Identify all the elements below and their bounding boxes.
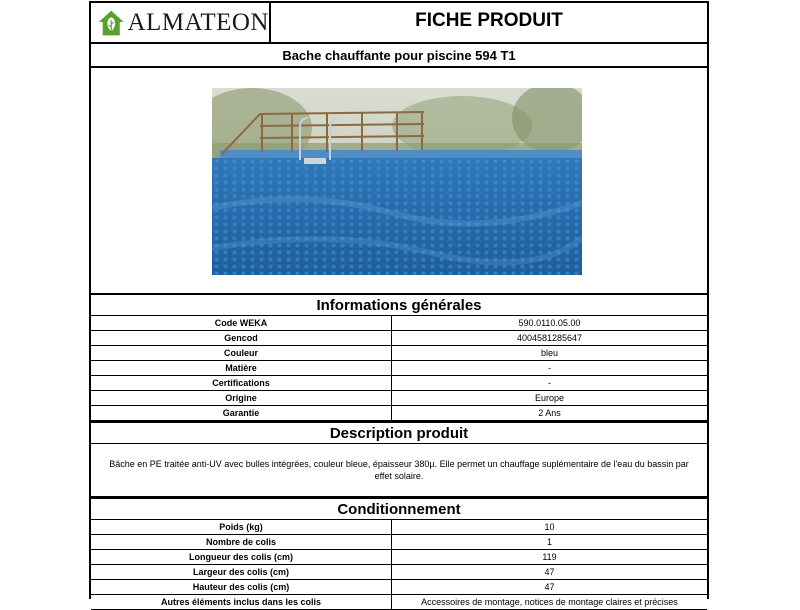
- row-value: 1: [392, 535, 708, 550]
- row-value: Accessoires de montage, notices de montage claires et précises: [392, 595, 708, 610]
- row-value: bleu: [392, 346, 708, 361]
- row-label: Largeur des colis (cm): [91, 565, 392, 580]
- table-row: [91, 535, 707, 550]
- table-row: [91, 550, 707, 565]
- row-label: Couleur: [91, 346, 392, 361]
- row-value: -: [392, 376, 708, 391]
- table-row: [91, 391, 707, 406]
- table-row: [91, 346, 707, 361]
- general-info-heading: Informations générales: [91, 293, 707, 316]
- row-label: Longueur des colis (cm): [91, 550, 392, 565]
- table-row: [91, 316, 707, 331]
- table-row: [91, 376, 707, 391]
- description-text: Bâche en PE traitée anti-UV avec bulles intégrées, couleur bleue, épaisseur 380µ. Elle permet un chauffage suplémentaire de l'eau du bassin par effet solaire.: [91, 444, 707, 497]
- table-row: [91, 520, 707, 535]
- row-value: 47: [392, 580, 708, 595]
- row-value: 119: [392, 550, 708, 565]
- row-label: Origine: [91, 391, 392, 406]
- row-label: Autres éléments inclus dans les colis: [91, 595, 392, 610]
- row-value: Europe: [392, 391, 708, 406]
- brand-name: ALMATEON: [127, 8, 269, 36]
- sheet-header: [91, 3, 707, 44]
- house-leaf-icon: [97, 8, 126, 38]
- row-value: 590.0110.05.00: [392, 316, 708, 331]
- row-label: Certifications: [91, 376, 392, 391]
- table-row: [91, 565, 707, 580]
- row-value: 2 Ans: [392, 406, 708, 421]
- page-title: FICHE PRODUIT: [415, 9, 563, 31]
- row-value: 47: [392, 565, 708, 580]
- packaging-table: [91, 520, 707, 610]
- general-info-table: [91, 316, 707, 421]
- photo-area: [91, 68, 707, 293]
- product-sheet: [89, 1, 709, 607]
- row-label: Hauteur des colis (cm): [91, 580, 392, 595]
- table-row: [91, 595, 707, 610]
- row-label: Poids (kg): [91, 520, 392, 535]
- table-row: [91, 406, 707, 421]
- table-row: [91, 580, 707, 595]
- table-row: [91, 331, 707, 346]
- row-label: Nombre de colis: [91, 535, 392, 550]
- row-label: Gencod: [91, 331, 392, 346]
- row-label: Garantie: [91, 406, 392, 421]
- table-row: [91, 361, 707, 376]
- row-label: Matière: [91, 361, 392, 376]
- packaging-heading: Conditionnement: [91, 497, 707, 520]
- row-value: 4004581285647: [392, 331, 708, 346]
- brand-logo: [91, 3, 271, 42]
- row-value: -: [392, 361, 708, 376]
- product-name: Bache chauffante pour piscine 594 T1: [91, 44, 707, 68]
- row-label: Code WEKA: [91, 316, 392, 331]
- description-heading: Description produit: [91, 421, 707, 444]
- product-photo: [212, 88, 582, 275]
- row-value: 10: [392, 520, 708, 535]
